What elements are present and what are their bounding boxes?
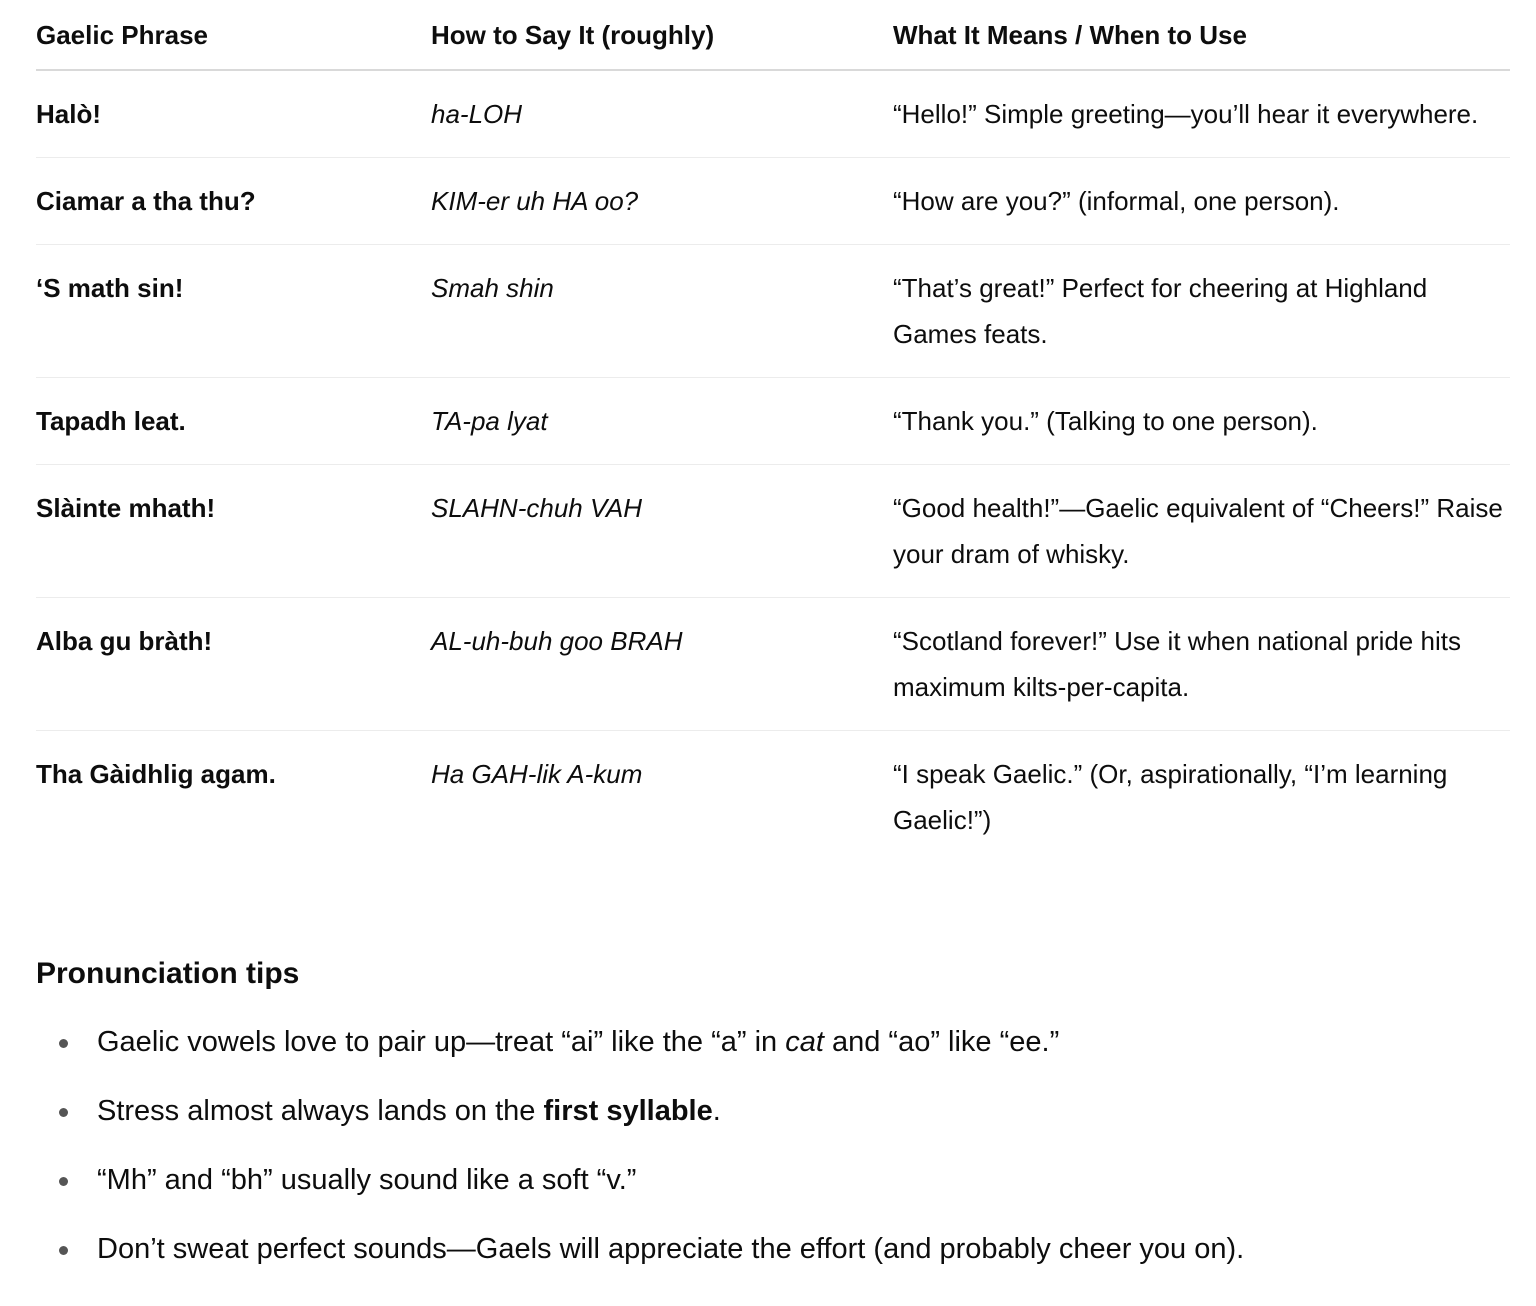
header-gaelic-phrase: Gaelic Phrase [36, 0, 431, 70]
table-row [36, 378, 1510, 465]
table-row [36, 465, 1510, 598]
bullet-icon [59, 1039, 68, 1048]
meaning-cell: “That’s great!” Perfect for cheering at Highland Games feats. [893, 245, 1510, 378]
phrase-cell: Halò! [36, 70, 431, 158]
pronunciation-cell: ha-LOH [431, 70, 893, 158]
tip-strong: first syllable [543, 1095, 713, 1127]
pronunciation-cell: AL-uh-buh goo BRAH [431, 598, 893, 731]
pronunciation-cell: KIM-er uh HA oo? [431, 158, 893, 245]
phrase-cell: ‘S math sin! [36, 245, 431, 378]
list-item [36, 1227, 1510, 1271]
header-meaning: What It Means / When to Use [893, 0, 1510, 70]
table-header-row [36, 0, 1510, 70]
meaning-cell: “Scotland forever!” Use it when national pride hits maximum kilts-per-capita. [893, 598, 1510, 731]
tips-heading: Pronunciation tips [36, 957, 300, 990]
header-pronunciation: How to Say It (roughly) [431, 0, 893, 70]
tip-text-pre: Gaelic vowels love to pair up—treat “ai” like the “a” in [97, 1026, 786, 1058]
bullet-icon [59, 1246, 68, 1255]
list-item [36, 1020, 1510, 1064]
table-row [36, 598, 1510, 731]
tip-text-pre: Stress almost always lands on the [97, 1095, 544, 1127]
table-row [36, 731, 1510, 864]
pronunciation-cell: TA-pa lyat [431, 378, 893, 465]
meaning-cell: “Thank you.” (Talking to one person). [893, 378, 1510, 465]
tip-text: Don’t sweat perfect sounds—Gaels will appreciate the effort (and probably cheer you on). [97, 1233, 1245, 1265]
pronunciation-cell: SLAHN-chuh VAH [431, 465, 893, 598]
message-content [36, 0, 1510, 1265]
phrase-cell: Alba gu bràth! [36, 598, 431, 731]
tip-emphasis: cat [785, 1026, 824, 1058]
meaning-cell: “Good health!”—Gaelic equivalent of “Cheers!” Raise your dram of whisky. [893, 465, 1510, 598]
tip-text-post: . [712, 1095, 721, 1127]
tip-text-post: and “ao” like “ee.” [823, 1026, 1060, 1058]
meaning-cell: “Hello!” Simple greeting—you’ll hear it everywhere. [893, 70, 1510, 158]
phrase-cell: Tha Gàidhlig agam. [36, 759, 276, 789]
tips-list [36, 1020, 1510, 1296]
phrase-cell: Tapadh leat. [36, 378, 431, 465]
meaning-cell: “How are you?” (informal, one person). [893, 158, 1510, 245]
phrase-table [36, 0, 1510, 863]
meaning-cell: “I speak Gaelic.” (Or, aspirationally, “I’m learning Gaelic!”) [893, 759, 1448, 835]
pronunciation-cell: Ha GAH-lik A-kum [431, 759, 643, 789]
phrase-cell: Slàinte mhath! [36, 465, 431, 598]
bullet-icon [59, 1177, 68, 1186]
tip-text: “Mh” and “bh” usually sound like a soft “v.” [97, 1164, 637, 1196]
table-row [36, 70, 1510, 158]
table-row [36, 245, 1510, 378]
list-item [36, 1089, 1510, 1133]
list-item [36, 1158, 1510, 1202]
bullet-icon [59, 1108, 68, 1117]
table-row [36, 158, 1510, 245]
phrase-cell: Ciamar a tha thu? [36, 158, 431, 245]
pronunciation-cell: Smah shin [431, 245, 893, 378]
